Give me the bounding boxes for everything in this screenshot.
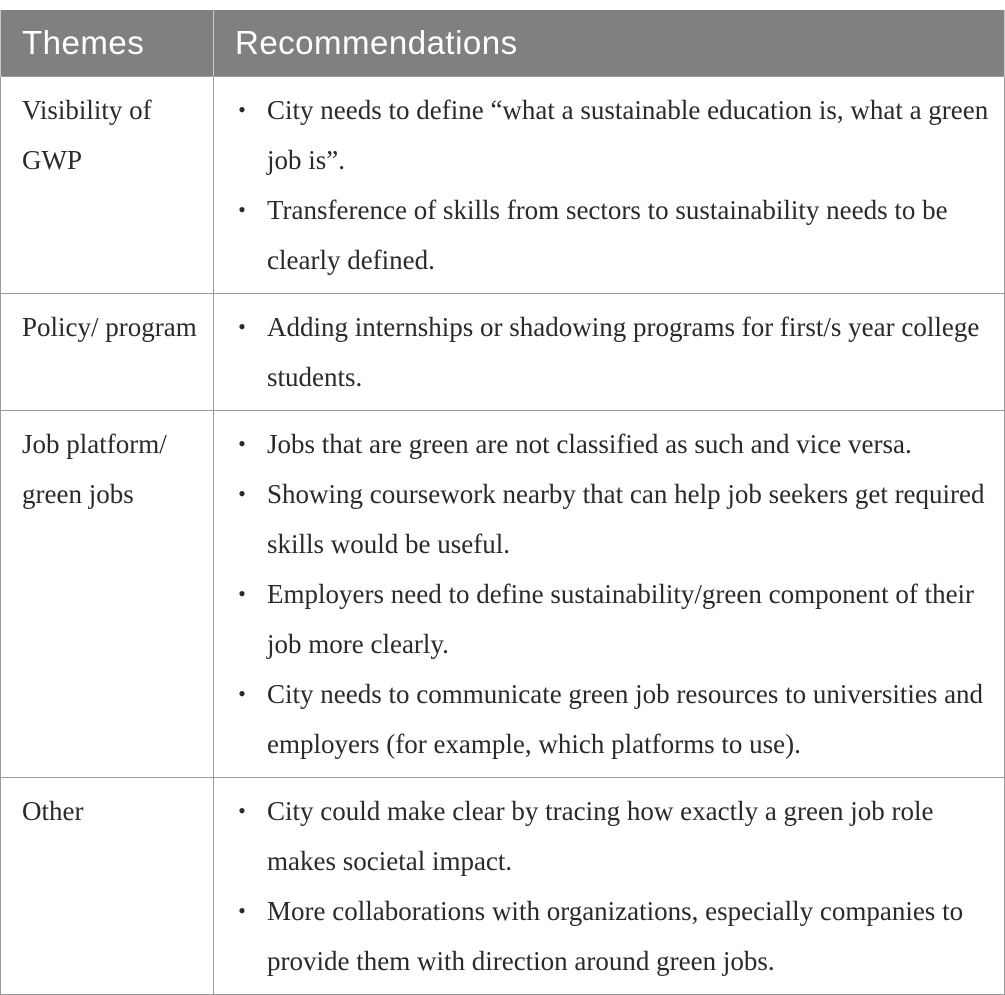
- recommendation-text: City needs to define “what a sustainable education is, what a green job is”.: [267, 95, 989, 175]
- recommendation-text: City needs to communicate green job resources to universities and employers (for example, which platforms to use).: [267, 679, 984, 759]
- bullet-icon: •: [238, 581, 246, 606]
- bullet-icon: •: [238, 898, 246, 923]
- recommendation-text: Jobs that are green are not classified as such and vice versa.: [267, 429, 912, 459]
- recommendation-list: [235, 302, 994, 402]
- header-themes: Themes: [1, 10, 214, 77]
- recommendations-cell: [214, 294, 1005, 411]
- recommendation-text: More collaborations with organizations, especially companies to provide them with direction around green jobs.: [267, 896, 964, 976]
- header-row: [1, 10, 1005, 77]
- table-body: [1, 77, 1005, 995]
- recommendation-text: Employers need to define sustainability/green component of their job more clearly.: [267, 579, 975, 659]
- list-item: [235, 886, 994, 986]
- table-row: [1, 778, 1005, 995]
- recommendation-text: Adding internships or shadowing programs for first/s year college students.: [267, 312, 980, 392]
- recommendation-text: City could make clear by tracing how exactly a green job role makes societal impact.: [267, 796, 934, 876]
- table-row: [1, 77, 1005, 294]
- bullet-icon: •: [238, 431, 246, 456]
- table-header: [1, 10, 1005, 77]
- bullet-icon: •: [238, 798, 246, 823]
- list-item: [235, 302, 994, 402]
- theme-cell: Policy/ program: [1, 294, 214, 411]
- theme-cell: Visibility of GWP: [1, 77, 214, 294]
- list-item: [235, 786, 994, 886]
- list-item: [235, 85, 994, 185]
- recommendation-text: Transference of skills from sectors to sustainability needs to be clearly defined.: [267, 195, 948, 275]
- table-row: [1, 294, 1005, 411]
- list-item: [235, 669, 994, 769]
- recommendation-list: [235, 786, 994, 986]
- bullet-icon: •: [238, 314, 246, 339]
- recommendations-cell: [214, 411, 1005, 778]
- recommendations-cell: [214, 778, 1005, 995]
- list-item: [235, 569, 994, 669]
- recommendation-text: Showing coursework nearby that can help job seekers get required skills would be useful.: [267, 479, 985, 559]
- list-item: [235, 185, 994, 285]
- theme-cell: Job platform/ green jobs: [1, 411, 214, 778]
- header-recommendations: Recommendations: [214, 10, 1005, 77]
- theme-cell: Other: [1, 778, 214, 995]
- list-item: [235, 469, 994, 569]
- bullet-icon: •: [238, 197, 246, 222]
- list-item: [235, 419, 994, 469]
- recommendation-list: [235, 85, 994, 285]
- recommendations-table: [0, 10, 1005, 995]
- table-row: [1, 411, 1005, 778]
- bullet-icon: •: [238, 481, 246, 506]
- bullet-icon: •: [238, 97, 246, 122]
- recommendations-table-container: [0, 10, 1004, 995]
- recommendation-list: [235, 419, 994, 769]
- bullet-icon: •: [238, 681, 246, 706]
- recommendations-cell: [214, 77, 1005, 294]
